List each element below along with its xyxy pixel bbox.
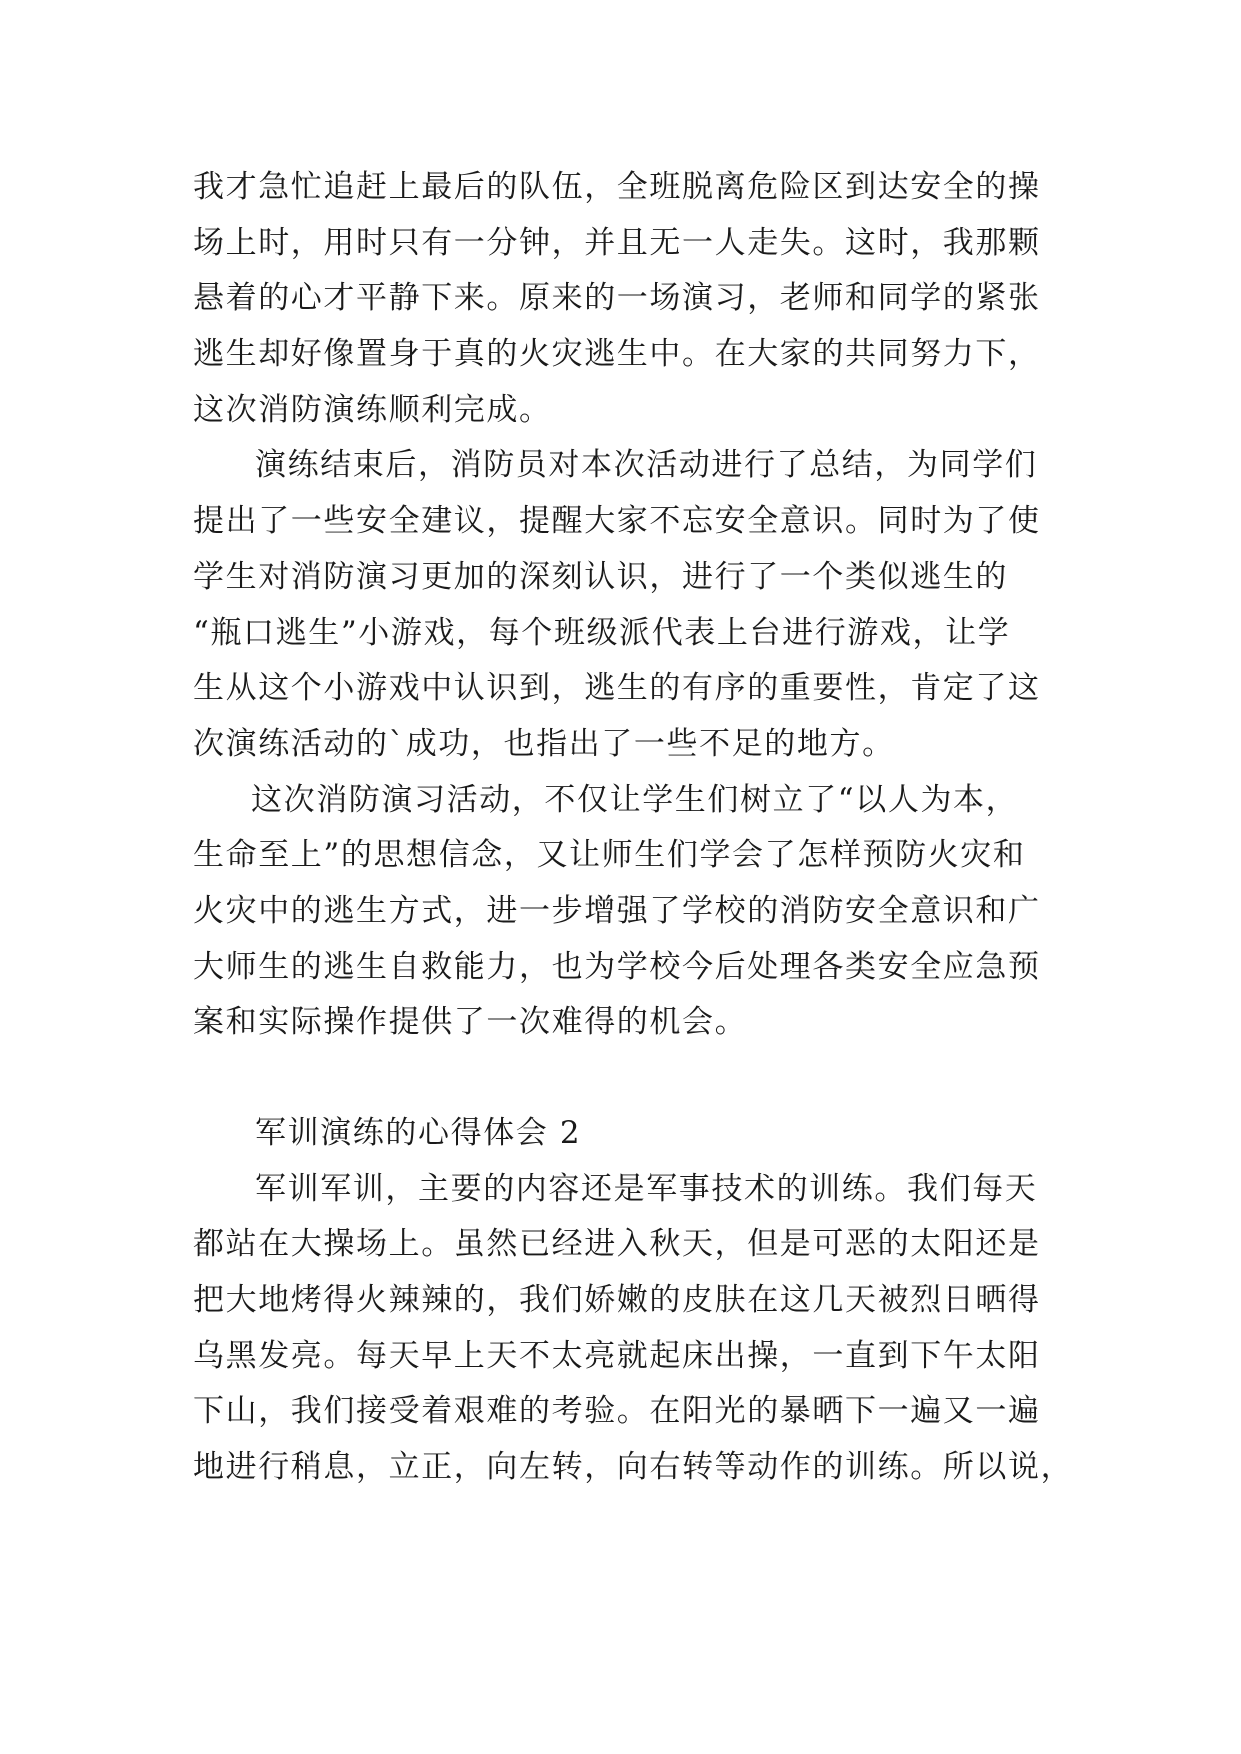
text-line: 案和实际操作提供了一次难得的机会。: [193, 1004, 748, 1041]
text-line: 生命至上”的思想信念，又让师生们学会了怎样预防火灾和: [193, 837, 1026, 874]
text-line: 我才急忙追赶上最后的队伍，全班脱离危险区到达安全的操: [193, 169, 1041, 205]
text-line: 次演练活动的`成功，也指出了一些不足的地方。: [193, 725, 895, 762]
text-line: 学生对消防演习更加的深刻认识，进行了一个类似逃生的: [193, 558, 1008, 595]
paragraph-3: [193, 773, 1059, 1051]
paragraph-2: [193, 438, 1059, 772]
text-line: 都站在大操场上。虽然已经进入秋天，但是可恶的太阳还是: [193, 1226, 1041, 1263]
text-line: 这次消防演习活动，不仅让学生们树立了“以人为本，: [251, 781, 1019, 818]
paragraph-4: [193, 1162, 1074, 1496]
text-line: 生从这个小游戏中认识到，逃生的有序的重要性，肯定了这: [193, 670, 1041, 707]
document-body: [193, 160, 1074, 1496]
text-line: 军训军训，主要的内容还是军事技术的训练。我们每天: [255, 1170, 1038, 1207]
text-line: “瓶口逃生”小游戏，每个班级派代表上台进行游戏，让学: [193, 614, 1011, 651]
text-line: 火灾中的逃生方式，进一步增强了学校的消防安全意识和广: [193, 892, 1041, 929]
text-line: 演练结束后，消防员对本次活动进行了总结，为同学们: [255, 447, 1038, 484]
text-line: 地进行稍息，立正，向左转，向右转等动作的训练。所以说，: [193, 1449, 1074, 1486]
section-heading: [193, 1106, 1059, 1162]
paragraph-1: [193, 160, 1059, 438]
text-line: 把大地烤得火辣辣的，我们娇嫩的皮肤在这几天被烈日晒得: [193, 1282, 1041, 1319]
text-line: 悬着的心才平静下来。原来的一场演习，老师和同学的紧张: [193, 280, 1041, 317]
text-line: 逃生却好像置身于真的火灾逃生中。在大家的共同努力下，: [193, 336, 1041, 373]
text-line: 这次消防演练顺利完成。: [193, 391, 552, 428]
heading-text: 军训演练的心得体会 2: [255, 1115, 582, 1151]
text-line: 提出了一些安全建议，提醒大家不忘安全意识。同时为了使: [193, 503, 1041, 540]
text-line: 大师生的逃生自救能力，也为学校今后处理各类安全应急预: [193, 948, 1041, 985]
text-line: 乌黑发亮。每天早上天不太亮就起床出操，一直到下午太阳: [193, 1337, 1041, 1374]
text-line: 下山，我们接受着艰难的考验。在阳光的暴晒下一遍又一遍: [193, 1393, 1041, 1430]
text-line: 场上时，用时只有一分钟，并且无一人走失。这时，我那颗: [193, 224, 1041, 261]
